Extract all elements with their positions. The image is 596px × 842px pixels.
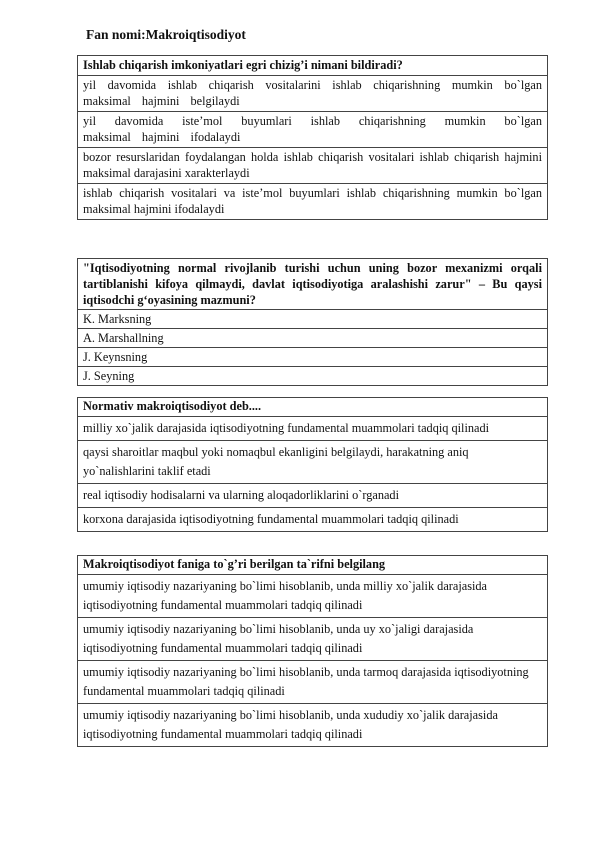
answer-option: milliy xo`jalik darajasida iqtisodiyotning fundamental muammolari tadqiq qilinadi (78, 417, 548, 441)
answer-option: bozor resurslaridan foydalangan holda ishlab chiqarish vositalari ishlab chiqarish hajmini maksimal darajasini xarakterlaydi (78, 148, 548, 184)
answer-option: K. Marksning (78, 310, 548, 329)
answer-option: A. Marshallning (78, 329, 548, 348)
answer-option: yil davomida ishlab chiqarish vositalarini ishlab chiqarishning mumkin bo`lgan maksimal hajmini belgilaydi (78, 76, 548, 112)
answer-option: umumiy iqtisodiy nazariyaning bo`limi hisoblanib, unda milliy xo`jalik darajasida iqtisodiyotning fundamental muammolari tadqiq qilinadi (78, 575, 548, 618)
question-text: "Iqtisodiyotning normal rivojlanib turishi uchun uning bozor mexanizmi orqali tartiblanishi kifoya qilmaydi, davlat iqtisodiyotiga aralashishi zarur" – Bu qaysi iqtisodchi g‘oyasining mazmuni? (78, 259, 548, 310)
answer-option: J. Keynsning (78, 348, 548, 367)
answer-option: yil davomida iste’mol buyumlari ishlab chiqarishning mumkin bo`lgan maksimal hajmini ifodalaydi (78, 112, 548, 148)
answer-option: qaysi sharoitlar maqbul yoki nomaqbul ekanligini belgilaydi, harakatning aniq yo`nalishlarini taklif etadi (78, 441, 548, 484)
question-table-3 (77, 397, 548, 532)
answer-option: real iqtisodiy hodisalarni va ularning aloqadorliklarini o`rganadi (78, 484, 548, 508)
question-table-4 (77, 555, 548, 747)
answer-option: umumiy iqtisodiy nazariyaning bo`limi hisoblanib, unda uy xo`jaligi darajasida iqtisodiyotning fundamental muammolari tadqiq qilinadi (78, 618, 548, 661)
question-table-2 (77, 258, 548, 386)
answer-option: korxona darajasida iqtisodiyotning fundamental muammolari tadqiq qilinadi (78, 508, 548, 532)
question-text: Ishlab chiqarish imkoniyatlari egri chizig’i nimani bildiradi? (78, 56, 548, 76)
answer-option: umumiy iqtisodiy nazariyaning bo`limi hisoblanib, unda xududiy xo`jalik darajasida iqtisodiyotning fundamental muammolari tadqiq qilinadi (78, 704, 548, 747)
answer-option: J. Seyning (78, 367, 548, 386)
subject-title: Fan nomi:Makroiqtisodiyot (86, 27, 246, 42)
question-text: Normativ makroiqtisodiyot deb.... (78, 398, 548, 417)
question-table-1 (77, 55, 548, 220)
answer-option: umumiy iqtisodiy nazariyaning bo`limi hisoblanib, unda tarmoq darajasida iqtisodiyotning fundamental muammolari tadqiq qilinadi (78, 661, 548, 704)
question-text: Makroiqtisodiyot faniga to`g’ri berilgan ta`rifni belgilang (78, 556, 548, 575)
answer-option: ishlab chiqarish vositalari va iste’mol buyumlari ishlab chiqarishning mumkin bo`lgan maksimal hajmini ifodalaydi (78, 184, 548, 220)
